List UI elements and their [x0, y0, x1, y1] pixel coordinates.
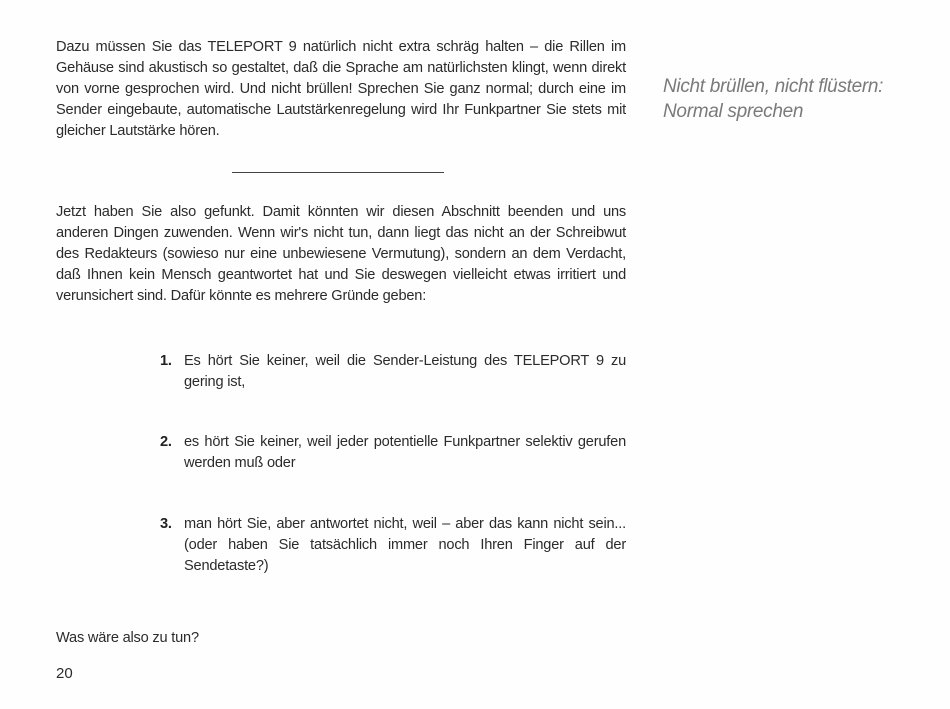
- page-number: 20: [56, 665, 73, 682]
- list-item-2: [160, 432, 626, 474]
- list-item-1: [160, 351, 626, 393]
- list-number: 3.: [160, 516, 172, 532]
- list-item-3: [160, 514, 626, 577]
- list-number: 1.: [160, 353, 172, 369]
- margin-note-line-1: Nicht brüllen, nicht flüstern:: [663, 76, 884, 97]
- list-number: 2.: [160, 434, 172, 450]
- list-text: Es hört Sie keiner, weil die Sender-Leistung des TELEPORT 9 zu gering ist,: [184, 353, 626, 390]
- margin-note-line-2: Normal sprechen: [663, 101, 804, 122]
- section-divider: [232, 172, 444, 173]
- margin-note: [663, 74, 933, 124]
- paragraph-speaking-instructions: Dazu müssen Sie das TELEPORT 9 natürlich nicht extra schräg halten – die Rillen im Gehäuse sind akustisch so gestaltet, daß die Sprache am natürlichsten klingt, wenn direkt von vorne gesprochen wird. Und nicht brüllen! Sprechen Sie ganz normal; durch eine im Sender eingebaute, automatische Lautstärkenregelung wird Ihr Funkpartner Sie stets mit gleicher Lautstärke hören.: [56, 39, 626, 139]
- paragraph-no-answer: Jetzt haben Sie also gefunkt. Damit könnten wir diesen Abschnitt beenden und uns anderen Dingen zuwenden. Wenn wir's nicht tun, dann liegt das nicht an der Schreibwut des Redakteurs (sowieso nur eine unbewiesene Vermutung), sondern an dem Verdacht, daß Ihnen kein Mensch geantwortet hat und Sie deswegen vielleicht etwas irritiert und verunsichert sind. Dafür könnte es mehrere Gründe geben:: [56, 204, 626, 304]
- list-text: man hört Sie, aber antwortet nicht, weil – aber das kann nicht sein... (oder haben Sie tatsächlich immer noch Ihren Finger auf der Sendetaste?): [184, 516, 626, 574]
- closing-question: Was wäre also zu tun?: [56, 630, 199, 646]
- list-text: es hört Sie keiner, weil jeder potentielle Funkpartner selektiv gerufen werden muß oder: [184, 434, 626, 471]
